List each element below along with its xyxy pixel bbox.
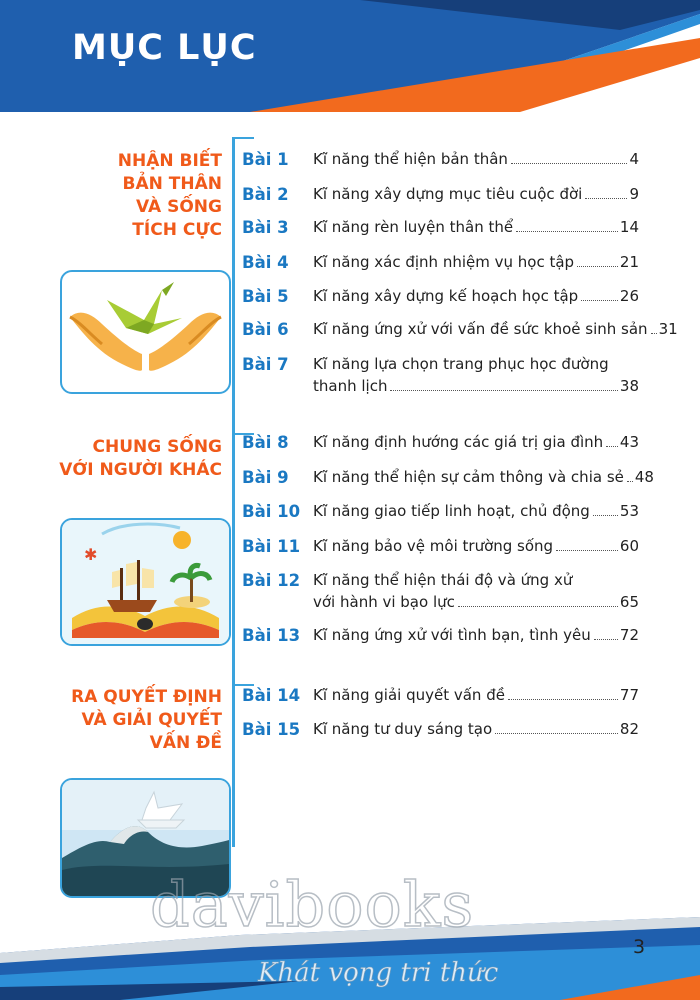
hands-paper-crane-icon — [60, 270, 231, 394]
section-bracket — [232, 137, 254, 139]
dot-leader — [594, 639, 618, 640]
dot-leader — [511, 163, 628, 164]
dot-leader — [458, 606, 618, 607]
section-title: CHUNG SỐNG VỚI NGƯỜI KHÁC — [59, 437, 222, 480]
lesson-number: Bài 10 — [242, 502, 301, 521]
dot-leader — [495, 733, 618, 734]
lesson-title: Kĩ năng tư duy sáng tạo — [313, 720, 493, 738]
lesson-title: Kĩ năng giải quyết vấn đề — [313, 686, 505, 704]
dot-leader — [585, 198, 627, 199]
lesson-title: Kĩ năng giao tiếp linh hoạt, chủ động — [313, 502, 590, 520]
page-number: 48 — [634, 468, 654, 486]
dot-leader — [606, 446, 618, 447]
toc-entry[interactable] — [313, 353, 639, 397]
section-title: RA QUYẾT ĐỊNH VÀ GIẢI QUYẾT VẤN ĐỀ — [71, 687, 222, 753]
tagline: Khát vọng tri thức — [258, 958, 499, 988]
toc-entry[interactable] — [313, 318, 678, 340]
toc-entry[interactable] — [313, 216, 639, 238]
dot-leader — [556, 550, 618, 551]
page-number: 77 — [619, 686, 639, 704]
lesson-title: Kĩ năng ứng xử với tình bạn, tình yêu — [313, 626, 591, 644]
toc-entry[interactable] — [313, 718, 639, 740]
page-number: 53 — [619, 502, 639, 520]
lesson-title: Kĩ năng thể hiện sự cảm thông và chia sẻ — [313, 468, 624, 486]
page-number: 9 — [629, 185, 639, 203]
dot-leader — [508, 699, 618, 700]
lesson-number: Bài 11 — [242, 537, 301, 556]
toc-entry[interactable] — [313, 148, 639, 170]
lesson-title: với hành vi bạo lực — [313, 593, 455, 611]
dot-leader — [516, 231, 618, 232]
lesson-title: Kĩ năng xây dựng kế hoạch học tập — [313, 287, 579, 305]
lesson-title: Kĩ năng bảo vệ môi trường sống — [313, 537, 554, 555]
toc-entry[interactable] — [313, 535, 639, 557]
dot-leader — [651, 333, 657, 334]
lesson-title: Kĩ năng xác định nhiệm vụ học tập — [313, 253, 575, 271]
toc-entry[interactable] — [313, 183, 639, 205]
page-number: 43 — [619, 433, 639, 451]
toc-entry[interactable] — [313, 624, 639, 646]
lesson-title-line1: Kĩ năng thể hiện thái độ và ứng xử — [313, 571, 573, 589]
lesson-title: thanh lịch — [313, 377, 388, 395]
lesson-number: Bài 13 — [242, 626, 301, 645]
page-number: 14 — [619, 218, 639, 236]
lesson-number: Bài 14 — [242, 686, 301, 705]
lesson-title: Kĩ năng ứng xử với vấn đề sức khoẻ sinh sản — [313, 320, 648, 338]
page-number: 38 — [619, 377, 639, 395]
page-title: MỤC LỤC — [72, 28, 257, 68]
page-number: 21 — [619, 253, 639, 271]
page-number: 26 — [619, 287, 639, 305]
watermark: davibooks — [150, 868, 475, 941]
lesson-number: Bài 9 — [242, 468, 289, 487]
toc-entry[interactable] — [313, 569, 639, 613]
dot-leader — [627, 481, 633, 482]
page-number-footer: 3 — [633, 936, 646, 958]
lesson-number: Bài 2 — [242, 185, 289, 204]
book-ship-island-icon — [60, 518, 231, 646]
lesson-number: Bài 3 — [242, 218, 289, 237]
lesson-title: Kĩ năng rèn luyện thân thể — [313, 218, 514, 236]
page-number: 65 — [619, 593, 639, 611]
dot-leader — [581, 300, 618, 301]
lesson-number: Bài 6 — [242, 320, 289, 339]
lesson-number: Bài 1 — [242, 150, 289, 169]
dot-leader — [577, 266, 618, 267]
toc-entry[interactable] — [313, 251, 639, 273]
vertical-divider — [232, 137, 235, 847]
lesson-title: Kĩ năng định hướng các giá trị gia đình — [313, 433, 604, 451]
page-number: 82 — [619, 720, 639, 738]
lesson-number: Bài 5 — [242, 287, 289, 306]
toc-entry[interactable] — [313, 684, 639, 706]
lesson-number: Bài 12 — [242, 571, 301, 590]
section-title: NHẬN BIẾT BẢN THÂN VÀ SỐNG TÍCH CỰC — [117, 151, 222, 240]
lesson-number: Bài 7 — [242, 355, 289, 374]
lesson-title-line1: Kĩ năng lựa chọn trang phục học đường — [313, 355, 609, 373]
toc-entry[interactable] — [313, 431, 639, 453]
toc-entry[interactable] — [313, 500, 639, 522]
dot-leader — [390, 390, 617, 391]
lesson-number: Bài 8 — [242, 433, 289, 452]
lesson-title: Kĩ năng thể hiện bản thân — [313, 150, 508, 168]
lesson-number: Bài 15 — [242, 720, 301, 739]
lesson-number: Bài 4 — [242, 253, 289, 272]
toc-entry[interactable] — [313, 285, 639, 307]
lesson-title: Kĩ năng xây dựng mục tiêu cuộc đời — [313, 185, 583, 203]
svg-text:✱: ✱ — [84, 545, 98, 564]
page-number: 72 — [619, 626, 639, 644]
dot-leader — [593, 515, 618, 516]
toc-entry[interactable] — [313, 466, 654, 488]
page-number: 4 — [629, 150, 639, 168]
page-number: 31 — [658, 320, 678, 338]
page-number: 60 — [619, 537, 639, 555]
